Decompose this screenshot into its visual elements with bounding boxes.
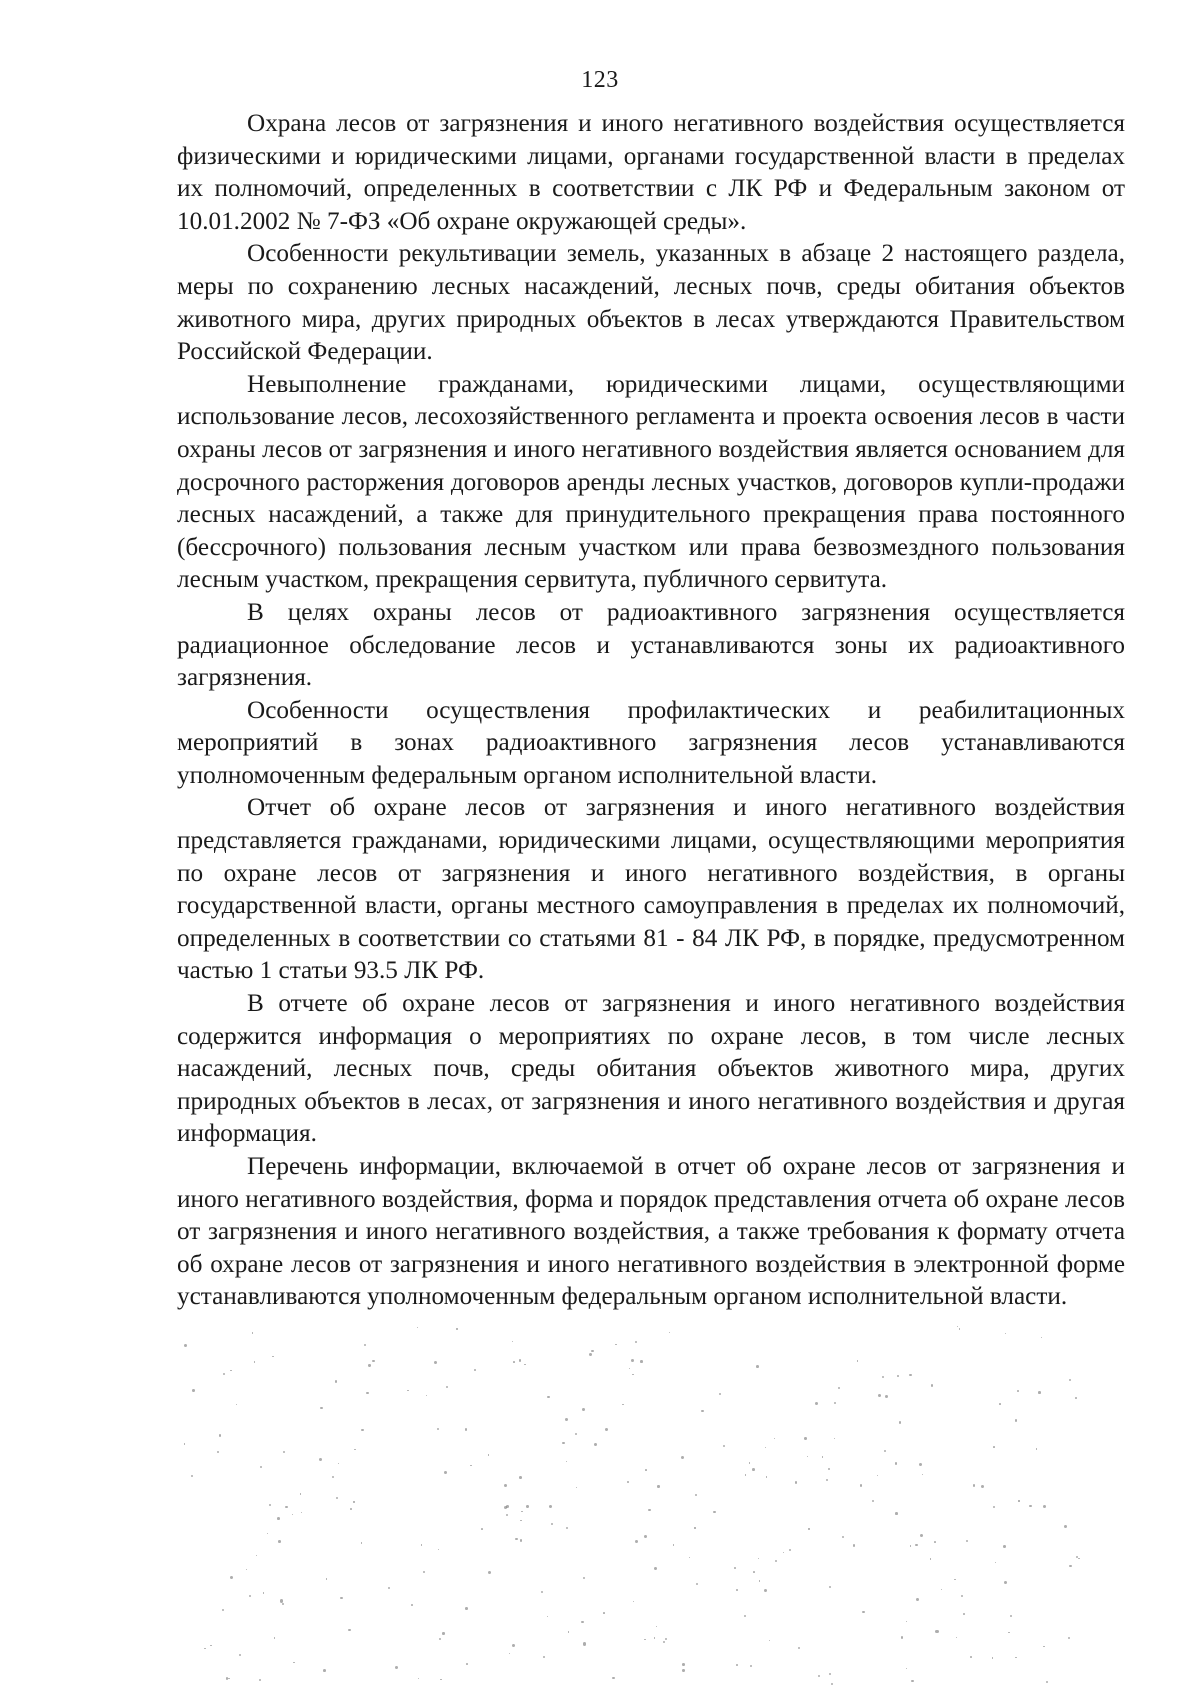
scan-speckle — [470, 1465, 472, 1467]
scan-speckle — [644, 1639, 646, 1641]
scan-speckle — [665, 1638, 667, 1640]
scan-speckle — [922, 1474, 923, 1475]
scan-speckle — [744, 1615, 746, 1617]
paragraph-8: Перечень информации, включаемой в отчет об охране лесов от загрязнения и иного негативного воздействия, форма и порядок представления отчета об охране лесов от загрязнения и иного негативного воздействия, а также требования к формату отчета об охране лесов от загрязнения и иного негативного воздействия в электронной форме устанавливаются уполномоченным федеральным органом исполнительной власти. — [177, 1153, 1125, 1311]
scan-speckle — [222, 1609, 225, 1612]
scan-speckle — [633, 1601, 634, 1602]
scan-speckle — [860, 1484, 863, 1487]
scan-speckle — [701, 1410, 704, 1413]
scan-speckle — [512, 1644, 515, 1647]
scan-speckle — [541, 1591, 544, 1594]
scan-speckle — [348, 1629, 350, 1631]
scan-speckle — [656, 1626, 658, 1628]
scan-speckle — [897, 1375, 899, 1377]
scan-speckle — [973, 1484, 975, 1486]
scan-speckle — [834, 1402, 836, 1404]
scan-speckle — [1029, 1505, 1031, 1507]
scan-speckle — [916, 1598, 919, 1601]
scan-speckle — [878, 1394, 881, 1397]
scan-speckle — [941, 1589, 942, 1590]
scan-speckle — [260, 1466, 262, 1468]
scan-speckle — [269, 1504, 271, 1506]
scan-speckle — [838, 1387, 840, 1389]
scan-speckle — [575, 1433, 577, 1435]
scan-speckle — [456, 1328, 457, 1329]
scan-speckle — [282, 1603, 284, 1605]
scan-speckle — [236, 1404, 237, 1405]
scan-speckle — [895, 1462, 897, 1464]
scan-speckle — [1005, 1333, 1006, 1334]
paragraph-3: Невыполнение гражданами, юридическими лицами, осуществляющими использование лесов, лесохозяйственного регламента и проекта освоения лесов в части охраны лесов от загрязнения и иного негативного воздействия является основанием для досрочного расторжения договоров аренды лесных участков, договоров купли-продажи лесных насаждений, а также для принудительного прекращения права постоянного (бессрочного) пользования лесным участком или права безвозмездного пользования лесным участком, прекращения сервитута, публичного сервитута. — [177, 370, 1125, 594]
scan-speckle — [1008, 1632, 1009, 1633]
scan-speckle — [184, 1344, 187, 1347]
scan-speckle — [444, 1471, 447, 1474]
scan-speckle — [635, 1341, 637, 1343]
scan-speckle — [828, 1468, 830, 1470]
scan-speckle — [364, 1344, 366, 1346]
scan-speckle — [519, 1359, 521, 1361]
scan-speckle — [434, 1361, 437, 1364]
scan-speckle — [934, 1541, 936, 1543]
scan-speckle — [549, 1505, 552, 1508]
scan-speckle — [252, 1332, 253, 1333]
scan-speckle — [1015, 1419, 1018, 1422]
scan-speckle — [323, 1669, 326, 1672]
scan-speckle — [961, 1595, 963, 1597]
scan-speckle — [437, 1428, 440, 1431]
scan-speckle — [673, 1544, 674, 1545]
scan-speckle — [783, 1552, 785, 1554]
scan-speckle — [524, 1364, 526, 1366]
scan-speckle — [1068, 1637, 1070, 1639]
scan-speckle — [736, 1664, 738, 1666]
scan-speckle — [834, 1438, 836, 1440]
scan-speckle — [919, 1463, 922, 1466]
scan-speckle — [228, 1678, 229, 1679]
scan-speckle — [488, 1571, 491, 1574]
scan-speckle — [589, 1353, 592, 1356]
scan-speckle — [481, 1528, 483, 1530]
scan-speckle — [862, 1611, 865, 1614]
scan-speckle — [300, 1493, 301, 1494]
scan-speckle — [769, 1640, 770, 1641]
scan-speckle — [465, 1607, 468, 1610]
scan-speckle — [759, 1580, 760, 1581]
scan-speckle — [285, 1506, 287, 1508]
scan-speckle — [753, 1571, 755, 1573]
scan-speckle — [440, 1679, 441, 1680]
scan-speckle — [615, 1344, 617, 1346]
scan-speckle — [682, 1663, 685, 1666]
scan-speckle — [1043, 1646, 1045, 1648]
scan-speckle — [204, 1648, 206, 1650]
scan-speckle — [612, 1677, 614, 1679]
scan-speckle — [1010, 1615, 1013, 1618]
scan-speckle — [547, 1396, 550, 1399]
scan-speckle — [521, 1511, 523, 1513]
page-number: 123 — [581, 67, 619, 93]
scan-speckle — [1003, 1545, 1006, 1548]
scan-speckle — [915, 1544, 918, 1547]
scan-speckle — [966, 1540, 968, 1542]
scan-speckle — [336, 1497, 338, 1499]
scan-speckle — [366, 1392, 368, 1394]
scan-speckle — [758, 1558, 759, 1559]
scan-speckle — [583, 1577, 585, 1579]
scan-speckle — [632, 1374, 634, 1376]
scan-speckle — [993, 1446, 995, 1448]
scan-speckle — [815, 1402, 818, 1405]
scan-speckle — [354, 1449, 356, 1451]
scan-speckle — [319, 1458, 322, 1461]
scan-speckle — [506, 1514, 509, 1517]
scan-speckle — [256, 1555, 257, 1556]
scan-speckle — [417, 1327, 418, 1328]
scan-speckle — [899, 1421, 902, 1424]
scan-speckle — [426, 1395, 427, 1396]
scan-speckle — [910, 1545, 912, 1547]
scan-speckle — [895, 1512, 898, 1515]
scan-speckle — [645, 1469, 647, 1471]
scan-speckle — [551, 1523, 553, 1525]
scan-speckle — [764, 1589, 767, 1592]
scan-speckle — [217, 1451, 219, 1453]
scan-speckle — [644, 1535, 647, 1538]
scan-speckle — [283, 1451, 285, 1453]
scan-speckle — [831, 1683, 833, 1685]
scan-speckle — [931, 1384, 934, 1387]
scan-speckle — [239, 1654, 241, 1656]
scan-speckle — [411, 1604, 413, 1606]
scan-speckle — [774, 1438, 775, 1439]
scan-speckle — [568, 1631, 569, 1632]
scan-speckle — [1046, 1681, 1048, 1683]
scan-speckle — [1004, 1581, 1007, 1584]
paragraph-7: В отчете об охране лесов от загрязнения и иного негативного воздействия содержится информация о мероприятиях по охране лесов, в том числе лесных насаждений, лесных почв, среды обитания объектов животного мира, других природных объектов в лесах, от загрязнения и иного негативного воздействия и другая информация. — [177, 990, 1125, 1148]
scan-speckle — [808, 1528, 809, 1529]
paragraph-5: Особенности осуществления профилактических и реабилитационных мероприятий в зонах радиоактивного загрязнения лесов устанавливаются уполномоченным федеральным органом исполнительной власти. — [177, 696, 1125, 789]
scan-speckle — [513, 1361, 515, 1363]
scan-speckle — [795, 1481, 798, 1484]
scan-speckle — [526, 1505, 529, 1508]
scan-speckle — [992, 1657, 994, 1659]
scan-speckle — [1069, 1565, 1071, 1567]
scan-speckle — [756, 1365, 759, 1368]
scan-speckle — [566, 1527, 568, 1529]
scan-speckle — [1041, 1337, 1042, 1338]
scan-speckle — [911, 1680, 914, 1683]
paragraph-6: Отчет об охране лесов от загрязнения и иного негативного воздействия представляется гражданами, юридическими лицами, осуществляющими мероприятия по охране лесов от загрязнения и иного негативного воздействия, в органы государственной власти, органы местного самоуправления в пределах их полномочий, определенных в соответствии со статьями 81 - 84 ЛК РФ, в порядке, предусмотренном частью 1 статьи 93.5 ЛК РФ. — [177, 794, 1125, 985]
scan-speckle — [442, 1632, 444, 1634]
scan-speckle — [519, 1476, 522, 1479]
scan-speckle — [957, 1326, 958, 1327]
scan-speckle — [605, 1428, 608, 1431]
scan-speckle — [669, 1332, 670, 1333]
scan-speckle — [576, 1487, 577, 1488]
scan-speckle — [882, 1376, 884, 1378]
scan-speckle — [872, 1500, 874, 1502]
scan-speckle — [654, 1637, 655, 1638]
scan-speckle — [695, 1494, 697, 1496]
scan-speckle — [629, 1368, 631, 1370]
scan-speckle — [829, 1673, 831, 1675]
scan-speckle — [439, 1638, 442, 1641]
scan-speckle — [603, 1612, 605, 1614]
scan-speckle — [219, 1434, 222, 1437]
scan-speckle — [853, 1544, 856, 1547]
scan-speckle — [734, 1567, 736, 1569]
scan-speckle — [954, 1579, 955, 1580]
scan-speckle — [765, 1447, 766, 1448]
paragraph-1: Охрана лесов от загрязнения и иного негативного воздействия осуществляется физическими и юридическими лицами, органами государственной власти в пределах их полномочий, определенных в соответствии с ЛК РФ и Федеральным законом от 10.01.2002 № 7-ФЗ «Об охране окружающей среды». — [177, 110, 1125, 235]
scan-speckle — [993, 1506, 995, 1508]
scan-speckle — [920, 1534, 923, 1537]
scan-speckle — [1075, 1397, 1077, 1399]
scan-speckle — [254, 1361, 256, 1363]
scan-speckle — [340, 1597, 343, 1600]
document-body — [177, 108, 1125, 1314]
scan-speckle — [191, 1475, 193, 1477]
scan-speckle — [249, 1595, 251, 1597]
scan-speckle — [689, 1557, 690, 1558]
scan-speckle — [361, 1542, 363, 1544]
scan-speckle — [566, 1461, 568, 1463]
scan-speckle — [635, 1540, 638, 1543]
scan-speckle — [648, 1509, 651, 1512]
scan-speckle — [280, 1599, 283, 1602]
scan-speckle — [752, 1468, 755, 1471]
scan-speckle — [520, 1539, 522, 1541]
scan-speckle — [594, 1443, 597, 1446]
scan-speckle — [372, 1360, 375, 1363]
scan-speckle — [1043, 1505, 1046, 1508]
scan-speckle — [582, 1408, 585, 1411]
scan-speckle — [274, 1637, 276, 1639]
scan-speckle — [350, 1508, 352, 1510]
scan-speckle — [857, 1360, 859, 1362]
scan-speckle — [657, 1485, 659, 1487]
scan-speckle — [338, 1463, 339, 1464]
scan-speckle — [766, 1476, 768, 1478]
scan-speckle — [1076, 1556, 1078, 1558]
scan-speckle — [562, 1442, 564, 1444]
scan-speckle — [1018, 1500, 1019, 1501]
scan-speckle — [335, 1380, 337, 1382]
scan-speckle — [694, 1527, 695, 1528]
scan-speckle — [789, 1549, 791, 1551]
scan-speckle — [681, 1456, 684, 1459]
scan-speckle — [826, 1479, 829, 1482]
scan-speckle — [963, 1613, 965, 1615]
scan-speckle — [388, 1587, 390, 1589]
scan-speckle — [332, 1476, 334, 1478]
scan-speckle — [745, 1474, 746, 1475]
scan-speckle — [631, 1359, 634, 1362]
scan-speckle — [901, 1636, 904, 1639]
scan-speckle — [361, 1429, 364, 1432]
scan-speckle — [506, 1505, 509, 1508]
scan-speckle — [713, 1511, 716, 1514]
scan-speckle — [804, 1437, 807, 1440]
scan-speckle — [509, 1653, 510, 1654]
scan-speckle — [1038, 1391, 1041, 1394]
scan-speckle — [293, 1662, 294, 1663]
scan-speckle — [230, 1370, 231, 1371]
scan-speckle — [395, 1666, 398, 1669]
scan-speckle — [407, 1390, 409, 1392]
scan-speckle — [547, 1616, 548, 1617]
scan-speckle — [627, 1481, 629, 1483]
scan-speckle — [368, 1364, 370, 1366]
scan-speckle — [995, 1562, 996, 1563]
scan-speckle — [543, 1656, 545, 1658]
scan-speckle — [259, 1679, 261, 1681]
scan-speckle — [192, 1389, 195, 1392]
scan-speckle — [581, 1621, 583, 1623]
scan-speckle — [640, 1360, 643, 1363]
scan-speckle — [353, 1501, 354, 1502]
scan-speckle — [719, 1393, 721, 1395]
scan-speckle — [959, 1328, 960, 1329]
scan-speckle — [292, 1514, 293, 1515]
scan-speckle — [504, 1484, 507, 1487]
scan-speckle — [822, 1456, 824, 1458]
paragraph-4: В целях охраны лесов от радиоактивного загрязнения осуществляется радиационное обследование лесов и устанавливаются зоны их радиоактивного загрязнения. — [177, 598, 1125, 692]
scan-speckle — [877, 1475, 878, 1476]
scan-speckle — [682, 1669, 685, 1672]
scan-speckle — [970, 1656, 972, 1658]
scan-speckle — [246, 1569, 247, 1570]
scan-speckle — [446, 1386, 448, 1388]
scan-speckle — [663, 1641, 665, 1643]
scan-speckle — [749, 1462, 750, 1463]
scan-speckle — [326, 1578, 328, 1580]
scan-speckle — [438, 1549, 439, 1550]
scan-speckle — [829, 1586, 831, 1588]
scan-speckle — [906, 1668, 907, 1669]
scan-speckle — [515, 1538, 518, 1541]
scan-speckle — [301, 1512, 302, 1513]
scan-speckle — [1017, 1390, 1019, 1392]
scan-speckle — [418, 1678, 420, 1680]
scan-speckle — [807, 1456, 808, 1457]
scan-speckle — [263, 1592, 265, 1594]
scan-speckle — [520, 1520, 522, 1522]
scan-speckle — [798, 1647, 801, 1650]
scan-speckle — [565, 1418, 568, 1421]
scan-speckle — [622, 1404, 624, 1406]
scan-speckle — [320, 1407, 322, 1409]
paragraph-2: Особенности рекультивации земель, указанных в абзаце 2 настоящего раздела, меры по сохранению лесных насаждений, лесных почв, среды обитания объектов животного мира, других природных объектов в лесах утверждаются Правительством Российской Федерации. — [177, 240, 1125, 366]
scan-speckle — [723, 1445, 725, 1447]
scan-speckle — [277, 1517, 280, 1520]
scan-speckle — [981, 1485, 984, 1488]
scan-speckle — [423, 1571, 425, 1573]
scan-speckle — [512, 1341, 513, 1342]
scan-speckle — [1015, 1657, 1017, 1659]
scan-speckle — [906, 1621, 907, 1622]
scan-speckle — [956, 1637, 957, 1638]
scan-speckle — [272, 1356, 274, 1358]
scan-speckle — [736, 1589, 738, 1591]
scan-speckle — [421, 1544, 422, 1545]
scan-speckle — [223, 1373, 225, 1375]
scan-speckle — [654, 1567, 657, 1570]
scan-speckle — [999, 1403, 1001, 1405]
scan-speckle — [591, 1350, 594, 1353]
scan-speckle — [488, 1454, 490, 1456]
scan-speckle — [884, 1450, 886, 1452]
scan-speckle — [775, 1560, 777, 1562]
scan-speckle — [818, 1675, 820, 1677]
scan-speckle — [210, 1645, 211, 1646]
scan-speckle — [750, 1665, 752, 1667]
scan-speckle — [466, 1663, 468, 1665]
scan-speckle — [267, 1533, 268, 1534]
scan-speckle — [1064, 1525, 1067, 1528]
scan-speckle — [1078, 1558, 1080, 1560]
scan-speckle — [909, 1374, 912, 1377]
scan-speckle — [230, 1576, 233, 1579]
scan-speckle — [696, 1583, 698, 1585]
scan-speckle — [583, 1642, 586, 1645]
scan-speckle — [842, 1536, 844, 1538]
scan-speckle — [935, 1630, 938, 1633]
scan-speckle — [278, 1540, 281, 1543]
scan-speckle — [885, 1395, 888, 1398]
scan-speckle — [465, 1428, 468, 1431]
scan-speckle — [1069, 1379, 1071, 1381]
scan-speckle — [1036, 1448, 1037, 1449]
scan-speckle — [184, 1443, 186, 1445]
scan-speckle — [930, 1558, 932, 1560]
scan-speckle — [474, 1369, 476, 1371]
